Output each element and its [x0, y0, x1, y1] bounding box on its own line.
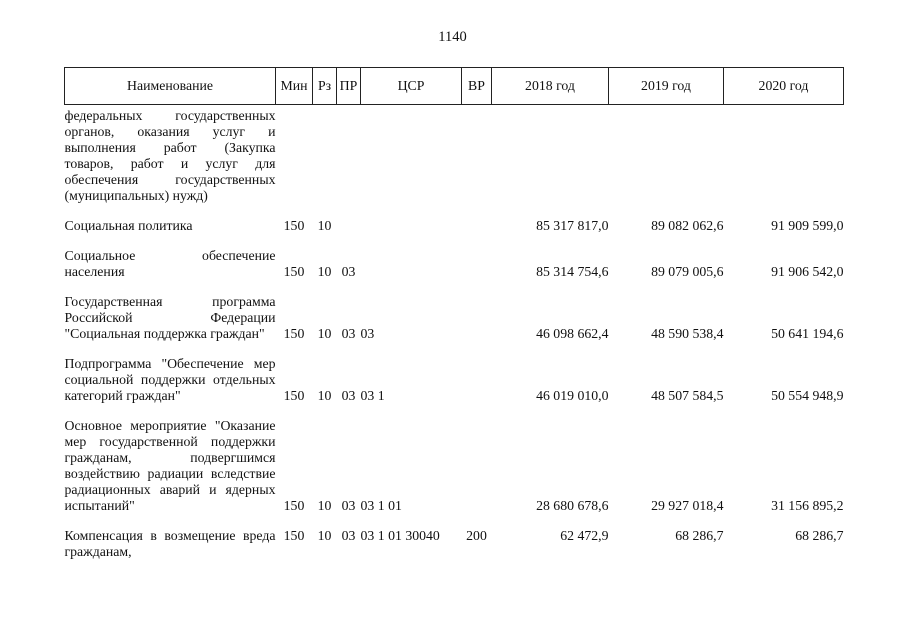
row-csr: 03 1: [360, 388, 385, 403]
row-2018: 62 472,9: [560, 528, 609, 543]
row-2018: 46 098 662,4: [536, 326, 609, 341]
col-header-pr: ПР: [337, 68, 361, 105]
row-2020: 91 906 542,0: [771, 264, 844, 279]
row-2018: 85 317 817,0: [536, 218, 609, 233]
row-name: Основное мероприятие "Оказание мер государственной поддержки гражданам, подвергшимся воздействию радиации вследствие радиационных аварий и ядерных испытаний": [64, 418, 276, 513]
row-vr: [462, 204, 492, 234]
table-row: [65, 280, 844, 342]
col-header-min: Мин: [276, 68, 313, 105]
col-header-name: Наименование: [65, 68, 276, 105]
row-name: Социальная политика: [64, 218, 193, 233]
row-2019: 48 590 538,4: [651, 326, 724, 341]
col-header-vr: ВР: [462, 68, 492, 105]
page-number: 1140: [438, 29, 467, 45]
row-csr: 03 1 01 30040: [360, 528, 440, 543]
row-vr: [462, 234, 492, 280]
row-2019: 48 507 584,5: [651, 388, 724, 403]
row-name: Социальное обеспечение населения: [64, 248, 276, 279]
row-vr: [462, 105, 492, 205]
table-row: [65, 105, 844, 205]
row-name: федеральных государственных органов, оказания услуг и выполнения работ (Закупка товаров, работ и услуг для обеспечения государственных (муниципальных) нужд): [64, 108, 276, 203]
row-2019: 89 079 005,6: [651, 264, 724, 279]
row-pr: [337, 105, 361, 205]
row-rz: 10: [317, 326, 332, 341]
row-rz: 10: [317, 388, 332, 403]
table-row: [65, 234, 844, 280]
row-2020: 50 554 948,9: [771, 388, 844, 403]
row-2018: 28 680 678,6: [536, 498, 609, 513]
row-csr: [361, 204, 462, 234]
row-csr: 03: [360, 326, 375, 341]
row-csr: [361, 234, 462, 280]
col-header-2020: 2020 год: [724, 68, 844, 105]
table-header: [65, 68, 844, 105]
row-rz: [313, 105, 337, 205]
row-csr: [361, 105, 462, 205]
row-2020: [724, 105, 844, 205]
row-min: 150: [283, 218, 305, 233]
col-header-2018: 2018 год: [492, 68, 609, 105]
col-header-csr: ЦСР: [361, 68, 462, 105]
table-row: [65, 514, 844, 560]
table-row: [65, 404, 844, 514]
row-2020: 50 641 194,6: [771, 326, 844, 341]
row-rz: 10: [317, 528, 332, 543]
row-2018: 46 019 010,0: [536, 388, 609, 403]
row-min: 150: [283, 528, 305, 543]
row-vr: 200: [466, 528, 487, 543]
row-pr: 03: [341, 326, 356, 341]
row-2019: 89 082 062,6: [651, 218, 724, 233]
row-vr: [462, 404, 492, 514]
row-pr: 03: [341, 264, 356, 279]
row-2020: 31 156 895,2: [771, 498, 844, 513]
row-pr: 03: [341, 388, 356, 403]
row-2019: 68 286,7: [675, 528, 724, 543]
col-header-2019: 2019 год: [609, 68, 724, 105]
row-min: 150: [283, 264, 305, 279]
row-vr: [462, 342, 492, 404]
table-row: [65, 204, 844, 234]
row-2020: 68 286,7: [795, 528, 844, 543]
row-csr: 03 1 01: [360, 498, 402, 513]
row-name: Подпрограмма "Обеспечение мер социальной поддержки отдельных категорий граждан": [64, 356, 276, 403]
row-name: Государственная программа Российской Федерации "Социальная поддержка граждан": [64, 294, 276, 341]
row-2018: [492, 105, 609, 205]
row-2019: 29 927 018,4: [651, 498, 724, 513]
row-rz: 10: [317, 264, 332, 279]
row-min: [276, 105, 313, 205]
row-rz: 10: [317, 498, 332, 513]
budget-table: [64, 67, 844, 560]
row-rz: 10: [317, 218, 332, 233]
row-pr: [337, 204, 361, 234]
row-pr: 03: [341, 528, 356, 543]
table-row: [65, 342, 844, 404]
row-vr: [462, 280, 492, 342]
row-2018: 85 314 754,6: [536, 264, 609, 279]
row-min: 150: [283, 498, 305, 513]
row-name: Компенсация в возмещение вреда гражданам,: [64, 528, 276, 559]
col-header-rz: Рз: [313, 68, 337, 105]
row-min: 150: [283, 326, 305, 341]
row-min: 150: [283, 388, 305, 403]
row-pr: 03: [341, 498, 356, 513]
row-2020: 91 909 599,0: [771, 218, 844, 233]
row-2019: [609, 105, 724, 205]
